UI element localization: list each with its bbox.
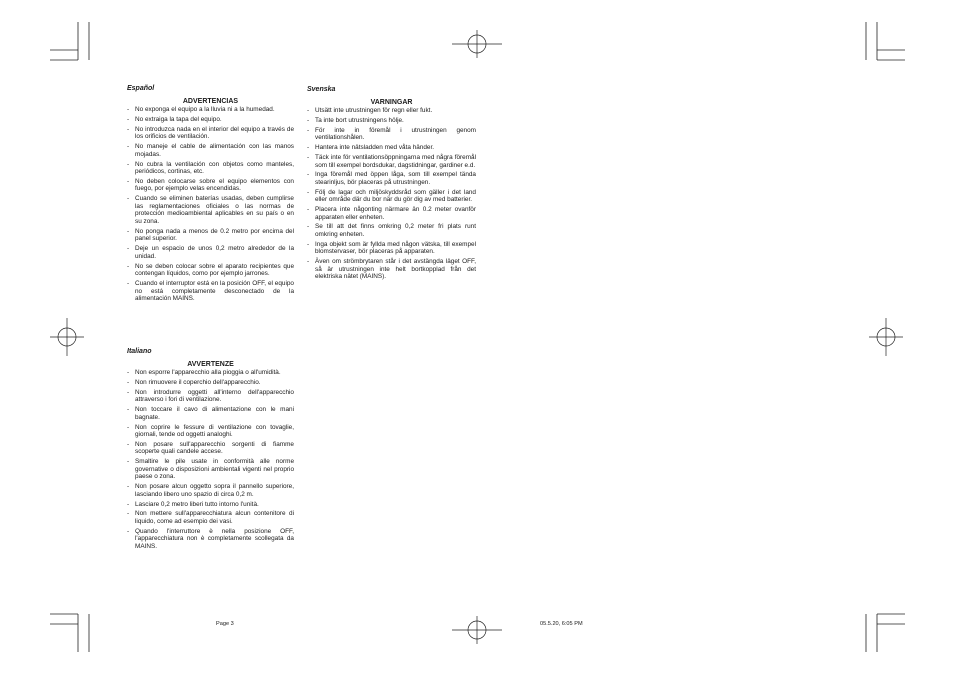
warning-item: - Non coprire le fessure di ventilazione con tovaglie, giornali, tende od oggetti analoghi. <box>127 424 294 439</box>
warning-item: - Se till att det finns omkring 0,2 meter fri plats runt omkring enheten. <box>307 223 476 238</box>
warning-item: - No deben colocarse sobre el equipo elementos con fuego, por ejemplo velas encendidas. <box>127 178 294 193</box>
warnings-heading: VARNINGAR <box>370 98 413 106</box>
language-title: Español <box>127 85 155 92</box>
warning-item: - Non posare sull'apparecchio sorgenti di fiamme scoperte quali candele accese. <box>127 441 294 456</box>
section-espanol <box>127 85 294 305</box>
warning-item: - Non introdurre oggetti all'interno dell'apparecchio attraverso i fori di ventilazione. <box>127 389 294 404</box>
warning-item: - Deje un espacio de unos 0,2 metro alrededor de la unidad. <box>127 245 294 260</box>
warning-item: - Non posare alcun oggetto sopra il pannello superiore, lasciando libero uno spazio di circa 0,2 m. <box>127 483 294 498</box>
warning-item: - Placera inte någonting närmare än 0.2 meter ovanför apparaten eller enheten. <box>307 206 476 221</box>
warnings-heading: ADVERTENCIAS <box>182 97 239 105</box>
warning-item: - Quando l'interruttore è nella posizione OFF, l'apparecchiatura non è completamente scollegata da MAINS. <box>127 528 294 551</box>
section-italiano <box>127 348 294 553</box>
warning-item: - Hantera inte nätsladden med våta händer. <box>307 144 476 152</box>
warnings-heading: AVVERTENZE <box>187 360 234 368</box>
warning-item: - Non rimuovere il coperchio dell'apparecchio. <box>127 379 294 387</box>
warning-item: - Non mettere sull'apparecchiatura alcun contenitore di liquido, come ad esempio dei vasi. <box>127 510 294 525</box>
page-number: Page 3 <box>216 621 234 627</box>
warning-list <box>307 107 476 281</box>
warning-item: - Ta inte bort utrustningens hölje. <box>307 117 476 125</box>
warning-list <box>127 106 294 303</box>
warning-item: - Inga objekt som är fyllda med någon vätska, till exempel blomstervaser, bör placeras på apparaten. <box>307 241 476 256</box>
warning-item: - No ponga nada a menos de 0.2 metro por encima del panel superior. <box>127 228 294 243</box>
warning-item: - No maneje el cable de alimentación con las manos mojadas. <box>127 143 294 158</box>
warning-item: - Lasciare 0,2 metro liberi tutto intorno l'unità. <box>127 501 294 509</box>
warning-item: - Följ de lagar och miljöskyddsråd som gäller i det land eller område där du bor när du gör dig av med batterier. <box>307 189 476 204</box>
warning-item: - Non esporre l'apparecchio alla pioggia o all'umidità. <box>127 369 294 377</box>
warning-item: - No cubra la ventilación con objetos como manteles, periódicos, cortinas, etc. <box>127 161 294 176</box>
print-timestamp: 05.5.20, 6:05 PM <box>540 621 583 627</box>
warning-item: - För inte in föremål i utrustningen genom ventilationshålen. <box>307 127 476 142</box>
warning-item: - Smaltire le pile usate in conformità alle norme governative o disposizioni ambientali vigenti nel proprio paese o zona. <box>127 458 294 481</box>
warning-item: - Täck inte för ventilationsöppningarna med några föremål som till exempel bordsdukar, dagstidningar, gardiner e.d. <box>307 154 476 169</box>
warning-item: - No se deben colocar sobre el aparato recipientes que contengan líquidos, como por ejemplo jarrones. <box>127 263 294 278</box>
warning-item: - Non toccare il cavo di alimentazione con le mani bagnate. <box>127 406 294 421</box>
language-title: Italiano <box>127 348 152 355</box>
language-title: Svenska <box>307 86 336 93</box>
warning-item: - Även om strömbrytaren står i det avstängda läget OFF, så är utrustningen inte helt bortkopplad från det elektriska nätet (MAINS). <box>307 258 476 281</box>
section-svenska <box>307 86 476 283</box>
warning-item: - No introduzca nada en el interior del equipo a través de los orificios de ventilación. <box>127 126 294 141</box>
warning-item: - Inga föremål med öppen låga, som till exempel tända stearinljus, bör placeras på utrustningen. <box>307 171 476 186</box>
warning-item: - Utsätt inte utrustningen för regn eller fukt. <box>307 107 476 115</box>
warning-item: - Cuando el interruptor está en la posición OFF, el equipo no está completamente desconectado de la alimentación MAINS. <box>127 280 294 303</box>
warning-item: - No exponga el equipo a la lluvia ni a la humedad. <box>127 106 294 114</box>
warning-item: - Cuando se eliminen baterías usadas, deben cumplirse las reglamentaciones oficiales o las normas de protección medioambiental aplicables en su país o en su zona. <box>127 195 294 225</box>
warning-list <box>127 369 294 550</box>
warning-item: - No extraiga la tapa del equipo. <box>127 116 294 124</box>
